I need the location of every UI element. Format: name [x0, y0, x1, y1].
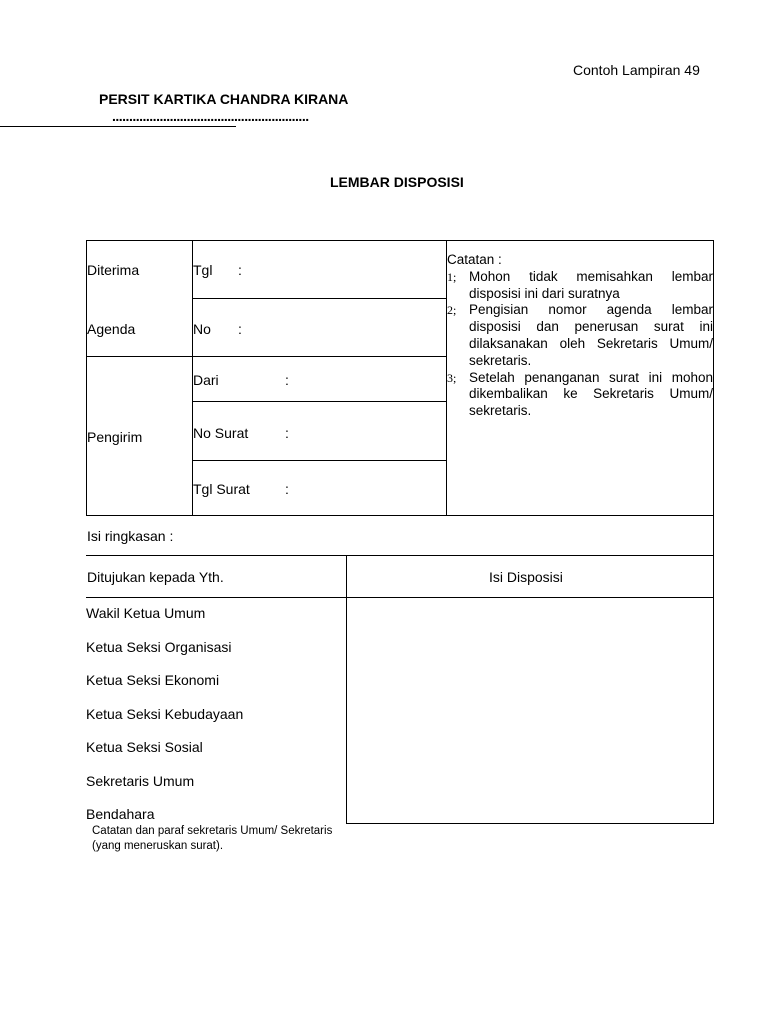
tgl-surat-label: Tgl Surat: [193, 481, 250, 497]
tgl-colon: :: [238, 262, 242, 278]
ditujukan-label: Ditujukan kepada Yth.: [87, 569, 224, 585]
note-item: [447, 269, 713, 303]
organization-name: PERSIT KARTIKA CHANDRA KIRANA: [99, 91, 349, 107]
no-colon: :: [238, 321, 242, 337]
form-title: LEMBAR DISPOSISI: [330, 174, 464, 190]
note-text: Pengisian nomor agenda lembar disposisi dan penerusan surat ini dilaksanakan oleh Sekretaris Umum/ sekretaris.: [469, 302, 713, 368]
recipient-item: Ketua Seksi Organisasi: [86, 639, 232, 655]
footer-note: [92, 824, 332, 853]
recipient-item: Ketua Seksi Ekonomi: [86, 672, 220, 688]
note-text: Mohon tidak memisahkan lembar disposisi ini dari suratnya: [469, 268, 713, 301]
attachment-reference: Contoh Lampiran 49: [573, 62, 700, 78]
recipient-item: Sekretaris Umum: [86, 773, 195, 789]
tgl-label: Tgl: [193, 262, 213, 278]
no-surat-label: No Surat: [193, 425, 249, 441]
recipient-item: Ketua Seksi Sosial: [86, 739, 203, 755]
recipient-item: Ketua Seksi Kebudayaan: [86, 706, 244, 722]
agenda-label: Agenda: [87, 321, 136, 337]
note-text: Setelah penanganan surat ini mohon dikembalikan ke Sekretaris Umum/ sekretaris.: [469, 369, 713, 419]
note-item: [447, 302, 713, 369]
recipient-item: Wakil Ketua Umum: [86, 605, 206, 621]
header-rule: [0, 126, 236, 127]
pengirim-label: Pengirim: [87, 429, 143, 445]
footer-line-2: (yang meneruskan surat).: [92, 839, 224, 852]
dotted-fill-line: ..........................................................: [112, 108, 309, 124]
isi-disposisi-label: Isi Disposisi: [489, 569, 563, 585]
notes-title: Catatan :: [447, 252, 502, 267]
note-item: [447, 370, 713, 420]
no-label: No: [193, 321, 211, 337]
dari-label: Dari: [193, 372, 219, 388]
diterima-label: Diterima: [87, 262, 140, 278]
notes-section: [447, 252, 713, 420]
dari-colon: :: [285, 372, 289, 388]
tgl-surat-colon: :: [285, 481, 289, 497]
footer-line-1: Catatan dan paraf sekretaris Umum/ Sekretaris: [92, 825, 333, 837]
note-number: 3;: [447, 370, 457, 385]
note-number: 2;: [447, 303, 457, 318]
isi-ringkasan-label: Isi ringkasan :: [87, 528, 174, 544]
note-number: 1;: [447, 269, 457, 284]
no-surat-colon: :: [285, 425, 289, 441]
recipient-item: Bendahara: [86, 806, 155, 822]
